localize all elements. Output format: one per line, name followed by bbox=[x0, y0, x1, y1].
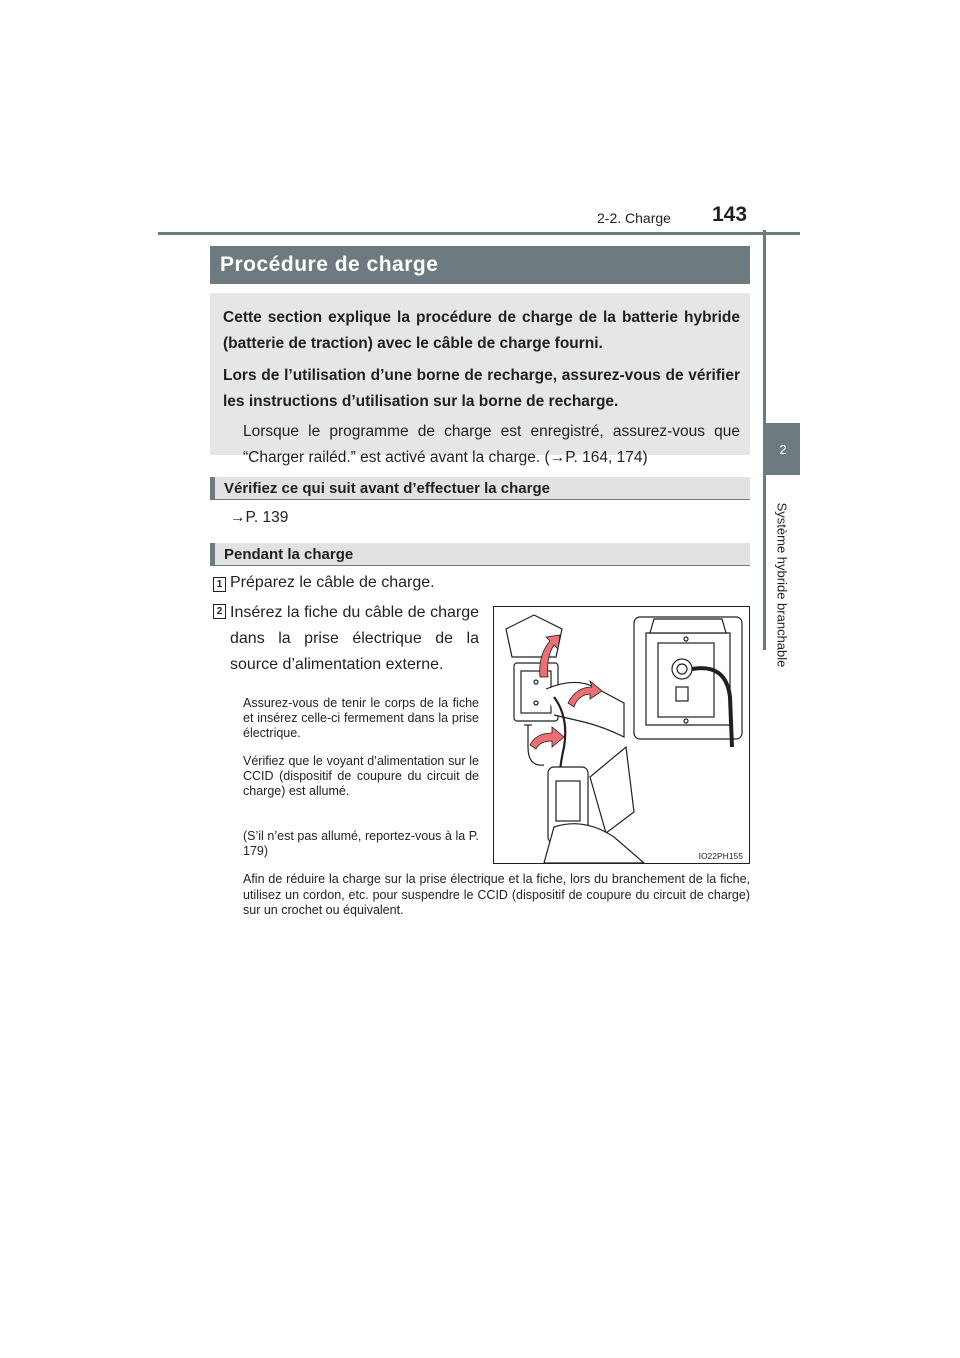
page-title: Procédure de charge bbox=[210, 246, 750, 284]
intro-box bbox=[210, 293, 750, 466]
section-heading-check: Vérifiez ce qui suit avant d’effectuer la charge bbox=[210, 477, 750, 500]
page-number: 143 bbox=[712, 203, 748, 226]
header-rule bbox=[158, 232, 800, 235]
section-heading-charging: Pendant la charge bbox=[210, 543, 750, 566]
step-text: Insérez la fiche du câble de charge dans la prise électrique de la source d’alimentation externe. bbox=[230, 604, 479, 673]
page-reference[interactable]: →P. 139 bbox=[230, 509, 289, 526]
chapter-title-text: Système hybride branchable bbox=[774, 502, 790, 667]
footnote: Afin de réduire la charge sur la prise électrique et la fiche, lors du branchement de la fiche, utilisez un cordon, etc. pour suspendre le CCID (dispositif de coupure du circuit de charge) sur un crochet ou équivalent. bbox=[243, 872, 750, 917]
illustration-drawing bbox=[494, 607, 749, 863]
charging-illustration bbox=[493, 606, 750, 864]
step-note: Vérifiez que le voyant d’alimentation sur le CCID (dispositif de coupure du circuit de charge) est allumé. bbox=[243, 754, 479, 798]
step-note: (S’il n’est pas allumé, reportez-vous à la P. 179) bbox=[243, 829, 479, 858]
step-number: 1 bbox=[213, 577, 226, 592]
step-number: 2 bbox=[213, 604, 226, 619]
step-note: Assurez-vous de tenir le corps de la fiche et insérez celle-ci fermement dans la prise électrique. bbox=[243, 696, 479, 740]
figure-code: IO22PH155 bbox=[698, 851, 743, 861]
section-reference: 2-2. Charge bbox=[597, 210, 671, 226]
step-text: Préparez le câble de charge. bbox=[230, 574, 435, 591]
intro-paragraph-1: Cette section explique la procédure de charge de la batterie hybride (batterie de traction) avec le câble de charge fourni. bbox=[223, 309, 740, 352]
intro-note: Lorsque le programme de charge est enregistré, assurez-vous que “Charger railéd.” est activé avant la charge. (→P. 164, 174) bbox=[243, 423, 740, 466]
chapter-title bbox=[771, 492, 793, 677]
intro-paragraph-2: Lors de l’utilisation d’une borne de recharge, assurez-vous de vérifier les instructions d’utilisation sur la borne de recharge. bbox=[223, 367, 740, 410]
chapter-tab: 2 bbox=[766, 423, 800, 475]
